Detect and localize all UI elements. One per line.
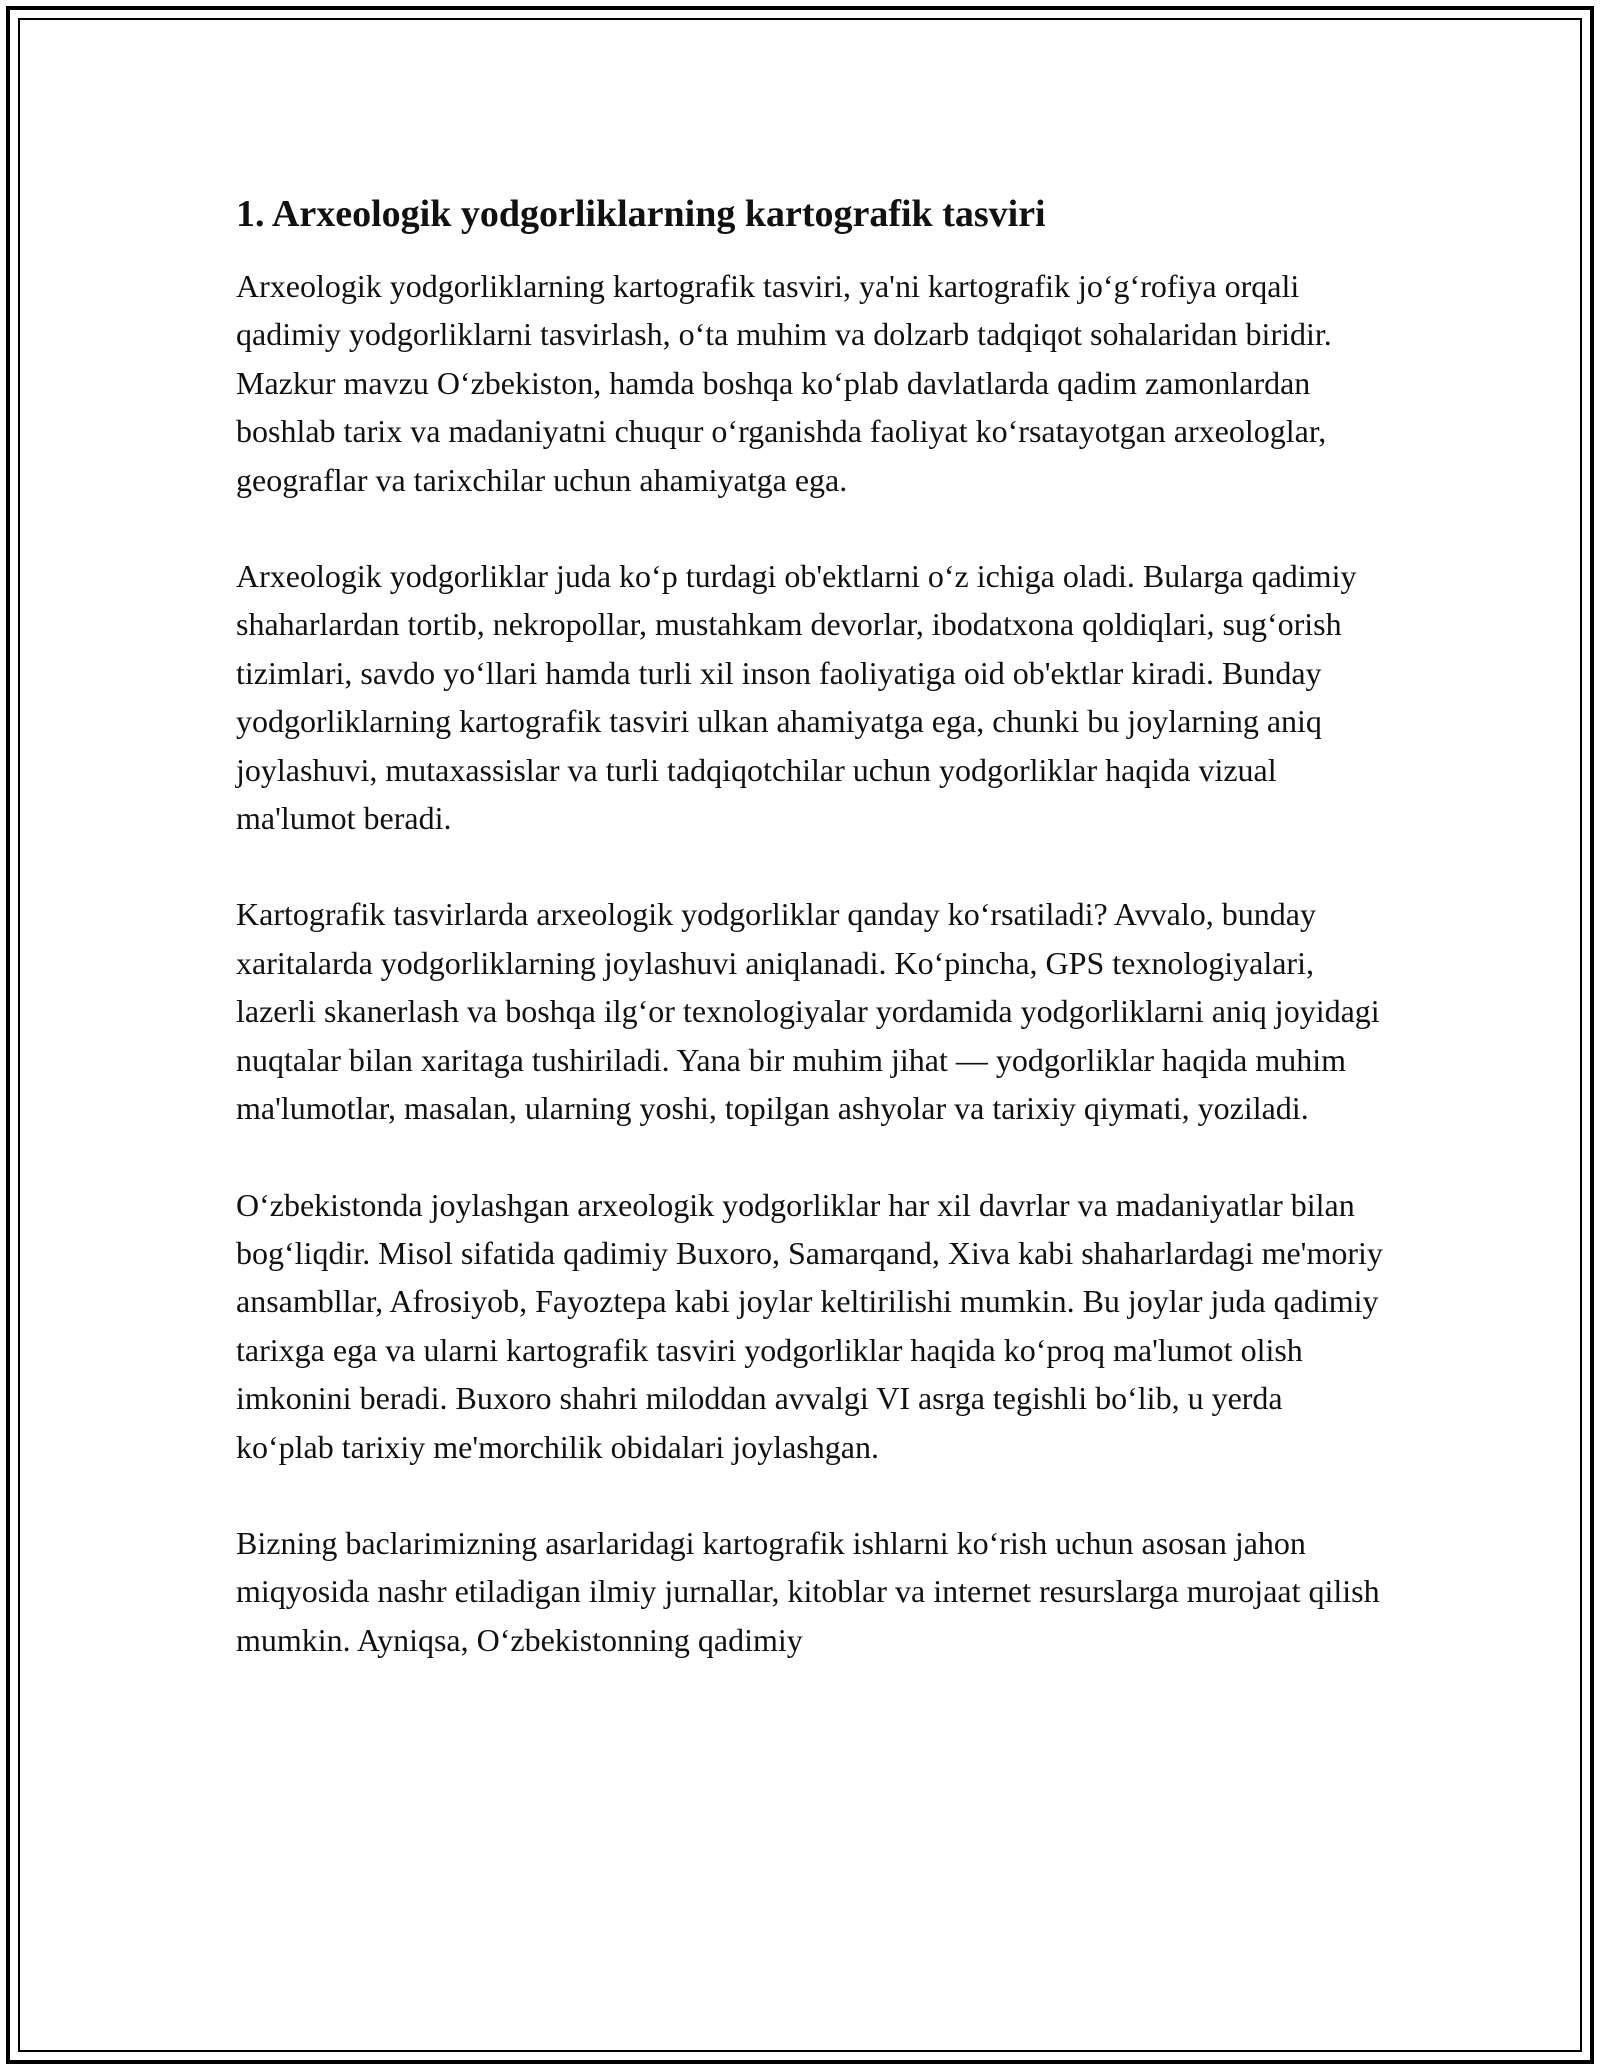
- document-body: [236, 186, 1386, 1712]
- section-heading: 1. Arxeologik yodgorliklarning kartografik tasviri: [236, 193, 1046, 235]
- paragraph-5: Bizning baclarimizning asarlaridagi kartografik ishlarni ko‘rish uchun asosan jahon miqyosida nashr etiladigan ilmiy jurnallar, kitoblar va internet resurslarga murojaat qilish mumkin. Ayniqsa, O‘zbekistonning qadimiy: [236, 1524, 1380, 1658]
- paragraph-4: O‘zbekistonda joylashgan arxeologik yodgorliklar har xil davrlar va madaniyatlar bilan bog‘liqdir. Misol sifatida qadimiy Buxoro, Samarqand, Xiva kabi shaharlardagi me'moriy ansambllar, Afrosiyob, Fayoztepa kabi joylar keltirilishi mumkin. Bu joylar juda qadimiy tarixga ega va ularni kartografik tasviri yodgorliklar haqida ko‘proq ma'lumot olish imkonini beradi. Buxoro shahri miloddan avvalgi VI asrga tegishli bo‘lib, u yerda ko‘plab tarixiy me'morchilik obidalari joylashgan.: [236, 1186, 1383, 1465]
- paragraph-3: Kartografik tasvirlarda arxeologik yodgorliklar qanday ko‘rsatiladi? Avvalo, bunday xaritalarda yodgorliklarning joylashuvi aniqlanadi. Ko‘pincha, GPS texnologiyalari, lazerli skanerlash va boshqa ilg‘or texnologiyalar yordamida yodgorliklarni aniq joyidagi nuqtalar bilan xaritaga tushiriladi. Yana bir muhim jihat — yodgorliklar haqida muhim ma'lumotlar, masalan, ularning yoshi, topilgan ashyolar va tarixiy qiymati, yoziladi.: [236, 896, 1380, 1127]
- paragraph-1: Arxeologik yodgorliklarning kartografik tasviri, ya'ni kartografik jo‘g‘rofiya orqali qadimiy yodgorliklarni tasvirlash, o‘ta muhim va dolzarb tadqiqot sohalaridan biridir. Mazkur mavzu O‘zbekiston, hamda boshqa ko‘plab davlatlarda qadim zamonlardan boshlab tarix va madaniyatni chuqur o‘rganishda faoliyat ko‘rsatayotgan arxeologlar, geograflar va tarixchilar uchun ahamiyatga ega.: [236, 268, 1332, 498]
- paragraph-2: Arxeologik yodgorliklar juda ko‘p turdagi ob'ektlarni o‘z ichiga oladi. Bularga qadimiy shaharlardan tortib, nekropollar, mustahkam devorlar, ibodatxona qoldiqlari, sug‘orish tizimlari, savdo yo‘llari hamda turli xil inson faoliyatiga oid ob'ektlar kiradi. Bunday yodgorliklarning kartografik tasviri ulkan ahamiyatga ega, chunki bu joylarning aniq joylashuvi, mutaxassislar va turli tadqiqotchilar uchun yodgorliklar haqida vizual ma'lumot beradi.: [236, 558, 1357, 837]
